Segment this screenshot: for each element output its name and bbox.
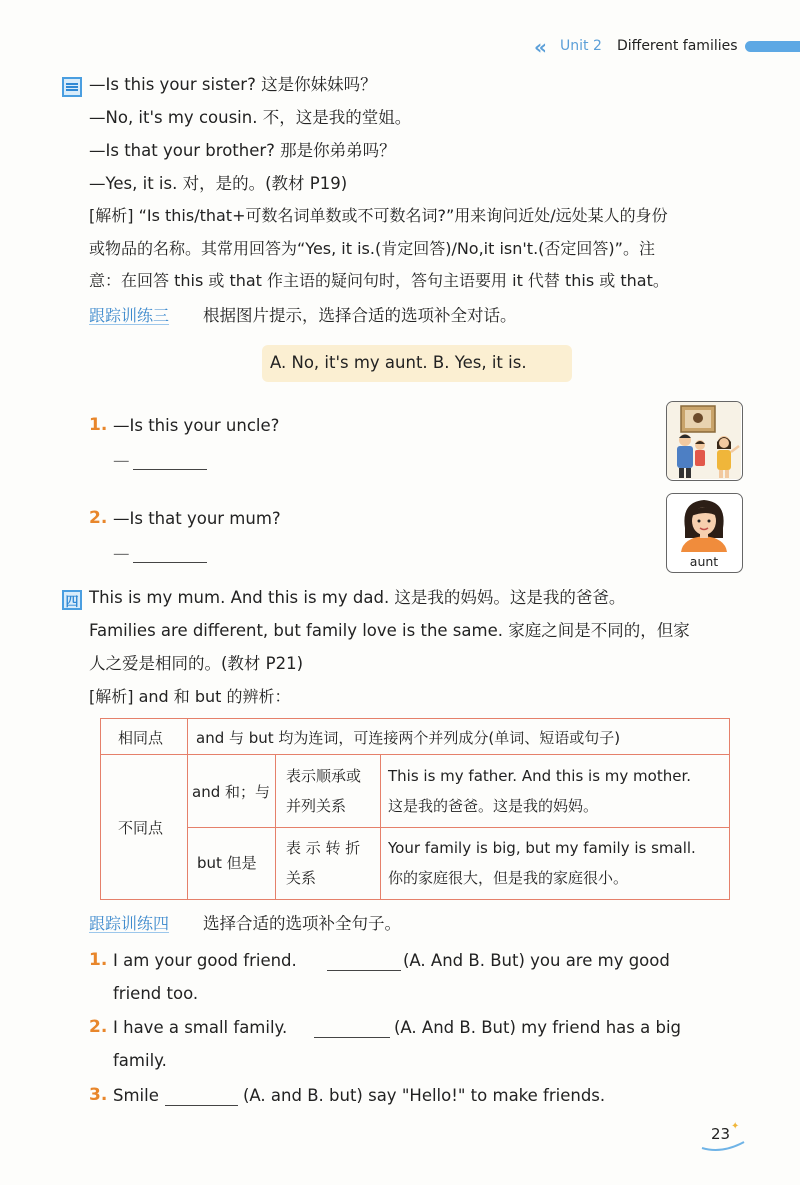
answer-blank[interactable] — [327, 969, 401, 971]
table-cell: This is my father. And this is my mother. — [388, 767, 692, 785]
question-number: 1. — [89, 950, 108, 970]
training-four-label: 跟踪训练四 — [89, 914, 170, 933]
answer-blank[interactable] — [165, 1104, 238, 1106]
page-swoosh-icon — [700, 1140, 746, 1154]
question-text: Smile — [113, 1086, 159, 1105]
question-text: I am your good friend. — [113, 951, 297, 970]
table-cell: Your family is big, but my family is small. — [388, 839, 696, 857]
question-text: (A. And B. But) my friend has a big — [394, 1018, 682, 1037]
table-cell: 这是我的爸爸。这是我的妈妈。 — [388, 797, 599, 815]
analysis-line: [解析] and 和 but 的辨析： — [89, 687, 291, 706]
table-cell: 表示顺承或 — [286, 767, 362, 785]
table-divider — [275, 755, 276, 899]
question-number: 1. — [89, 415, 108, 435]
picture-caption: aunt — [689, 554, 719, 569]
options-text: A. No, it's my aunt. B. Yes, it is. — [270, 353, 527, 372]
text-line: Families are different, but family love is the same. 家庭之间是不同的，但家 — [89, 621, 690, 640]
question-number: 3. — [89, 1085, 108, 1105]
question-number: 2. — [89, 508, 108, 528]
answer-blank[interactable] — [133, 561, 207, 563]
question-text: —Is this your uncle? — [113, 416, 280, 435]
table-cell: 关系 — [286, 869, 317, 887]
header-bar — [745, 41, 800, 52]
question-text: I have a small family. — [113, 1018, 288, 1037]
table-cell: 你的家庭很大，但是我的家庭很小。 — [388, 869, 629, 887]
answer-blank[interactable] — [133, 468, 207, 470]
double-chevron-icon: « — [534, 35, 543, 59]
section-three-badge — [62, 77, 82, 97]
family-illustration — [666, 401, 743, 481]
table-divider — [380, 755, 381, 899]
table-cell: 表 示 转 折 — [286, 839, 361, 857]
table-divider — [100, 754, 730, 755]
analysis-line: 意：在回答 this 或 that 作主语的疑问句时，答句主语要用 it 代替 this 或 that。 — [89, 271, 669, 290]
table-cell: and 和；与 — [192, 783, 270, 801]
analysis-line: 或物品的名称。其常用回答为“Yes, it is.(肯定回答)/No,it isn't.(否定回答)”。注 — [89, 239, 655, 258]
unit-title: Different families — [617, 38, 738, 54]
unit-label: Unit 2 — [560, 38, 602, 54]
answer-dash: — — [113, 451, 130, 470]
table-cell: 并列关系 — [286, 797, 347, 815]
analysis-line: [解析] “Is this/that+可数名词单数或不可数名词?”用来询问近处/远处某人的身份 — [89, 206, 668, 225]
aunt-illustration — [666, 493, 743, 573]
question-text: friend too. — [113, 984, 199, 1003]
table-divider — [187, 827, 730, 828]
question-number: 2. — [89, 1017, 108, 1037]
answer-blank[interactable] — [314, 1036, 390, 1038]
page-number: 23 — [711, 1125, 731, 1143]
text-line: 人之爱是相同的。(教材 P21) — [89, 654, 304, 673]
table-divider — [187, 719, 188, 899]
answer-dash: — — [113, 544, 130, 563]
dialog-line: —Yes, it is. 对，是的。(教材 P19) — [89, 174, 348, 193]
text-line: This is my mum. And this is my dad. 这是我的妈妈。这是我的爸爸。 — [89, 588, 626, 607]
dialog-line: —No, it's my cousin. 不，这是我的堂姐。 — [89, 108, 412, 127]
table-cell: and 与 but 均为连词，可连接两个并列成分(单词、短语或句子) — [196, 729, 621, 747]
section-four-badge: 四 — [62, 590, 82, 610]
training-four-instruction: 选择合适的选项补全句子。 — [203, 914, 401, 933]
dialog-line: —Is this your sister? 这是你妹妹吗？ — [89, 75, 377, 94]
question-text: (A. And B. But) you are my good — [403, 951, 670, 970]
training-three-instruction: 根据图片提示，选择合适的选项补全对话。 — [203, 306, 517, 325]
table-header-same: 相同点 — [118, 729, 164, 747]
star-icon: ✦ — [731, 1121, 740, 1132]
dialog-line: —Is that your brother? 那是你弟弟吗？ — [89, 141, 396, 160]
question-text: —Is that your mum? — [113, 509, 281, 528]
table-header-different: 不同点 — [118, 819, 164, 837]
question-text: family. — [113, 1051, 167, 1070]
table-cell: but 但是 — [197, 854, 257, 872]
training-three-label: 跟踪训练三 — [89, 306, 170, 325]
question-text: (A. and B. but) say "Hello!" to make friends. — [243, 1086, 606, 1105]
